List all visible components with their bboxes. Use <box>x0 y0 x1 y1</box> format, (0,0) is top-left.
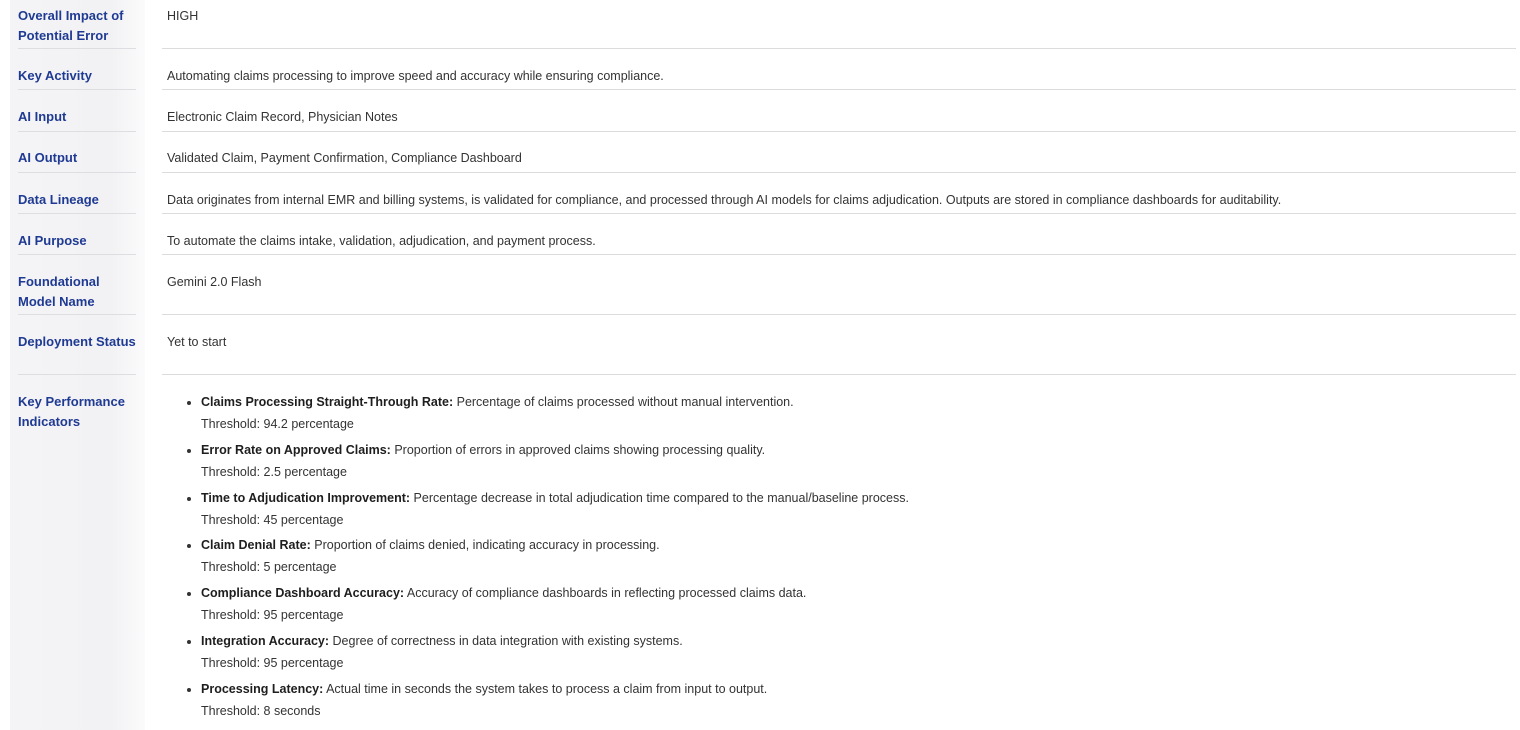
value-ai-purpose: To automate the claims intake, validation, adjudication, and payment process. <box>167 234 596 248</box>
label-ai-purpose: AI Purpose <box>18 233 87 248</box>
kpi-threshold: Threshold: 95 percentage <box>201 608 344 623</box>
value-ai-input: Electronic Claim Record, Physician Notes <box>167 110 398 124</box>
kpi-name: Claims Processing Straight-Through Rate: <box>201 395 454 409</box>
kpi-threshold: Threshold: 2.5 percentage <box>201 464 347 479</box>
kpi-threshold: Threshold: 94.2 percentage <box>201 417 354 431</box>
value-foundational-model: Gemini 2.0 Flash <box>167 275 262 289</box>
value-key-activity: Automating claims processing to improve speed and accuracy while ensuring compliance. <box>167 69 664 83</box>
label-foundational-model: Foundational Model Name <box>18 274 100 309</box>
label-divider <box>18 131 136 132</box>
kpi-threshold: Threshold: 45 percentage <box>201 512 344 527</box>
kpi-item <box>201 583 1520 631</box>
kpi-threshold: Threshold: 5 percentage <box>201 560 337 575</box>
kpi-description: Accuracy of compliance dashboards in reflecting processed claims data. <box>406 586 807 601</box>
label-divider <box>18 89 136 90</box>
kpi-threshold: Threshold: 95 percentage <box>201 655 344 670</box>
value-deployment-status: Yet to start <box>167 335 227 349</box>
kpi-item <box>201 535 1520 583</box>
kpi-item <box>201 440 1520 488</box>
row-divider <box>162 374 1516 375</box>
label-kpis: Key Performance Indicators <box>18 394 125 429</box>
row-divider <box>162 48 1516 49</box>
row-divider <box>162 213 1516 214</box>
value-data-lineage: Data originates from internal EMR and billing systems, is validated for compliance, and processed through AI models for claims adjudication. Outputs are stored in compliance dashboards for auditability. <box>167 193 1282 207</box>
kpi-description: Percentage of claims processed without manual intervention. <box>456 395 794 409</box>
kpi-name: Compliance Dashboard Accuracy: <box>201 586 405 601</box>
label-divider <box>18 374 136 375</box>
row-divider <box>162 172 1516 173</box>
kpi-item <box>201 631 1520 679</box>
label-divider <box>18 314 136 315</box>
label-divider <box>18 48 136 49</box>
kpi-name: Time to Adjudication Improvement: <box>201 490 411 505</box>
kpi-description: Proportion of errors in approved claims showing processing quality. <box>394 442 766 457</box>
kpi-item <box>201 488 1520 536</box>
label-key-activity: Key Activity <box>18 68 92 83</box>
kpi-name: Error Rate on Approved Claims: <box>201 442 391 457</box>
kpi-description: Actual time in seconds the system takes to process a claim from input to output. <box>326 681 768 696</box>
label-ai-input: AI Input <box>18 109 67 124</box>
label-divider <box>18 213 136 214</box>
row-divider <box>162 314 1516 315</box>
row-divider <box>162 89 1516 90</box>
row-divider <box>162 131 1516 132</box>
kpi-description: Percentage decrease in total adjudication time compared to the manual/baseline process. <box>413 490 909 505</box>
label-ai-output: AI Output <box>18 150 78 165</box>
kpi-name: Processing Latency: <box>201 681 324 696</box>
value-ai-output: Validated Claim, Payment Confirmation, Compliance Dashboard <box>167 151 522 165</box>
label-divider <box>18 172 136 173</box>
value-overall-impact: HIGH <box>167 9 199 23</box>
kpi-description: Degree of correctness in data integration with existing systems. <box>332 633 683 648</box>
kpi-item <box>201 679 1520 727</box>
kpi-item <box>201 392 1520 440</box>
kpi-threshold: Threshold: 8 seconds <box>201 703 321 718</box>
row-divider <box>162 254 1516 255</box>
kpi-description: Proportion of claims denied, indicating accuracy in processing. <box>314 538 660 553</box>
label-deployment-status: Deployment Status <box>18 334 136 349</box>
kpi-name: Integration Accuracy: <box>201 633 330 648</box>
label-divider <box>18 254 136 255</box>
label-data-lineage: Data Lineage <box>18 192 99 207</box>
label-overall-impact: Overall Impact of Potential Error <box>18 8 124 43</box>
kpi-name: Claim Denial Rate: <box>201 538 311 553</box>
kpi-list <box>187 392 1520 727</box>
